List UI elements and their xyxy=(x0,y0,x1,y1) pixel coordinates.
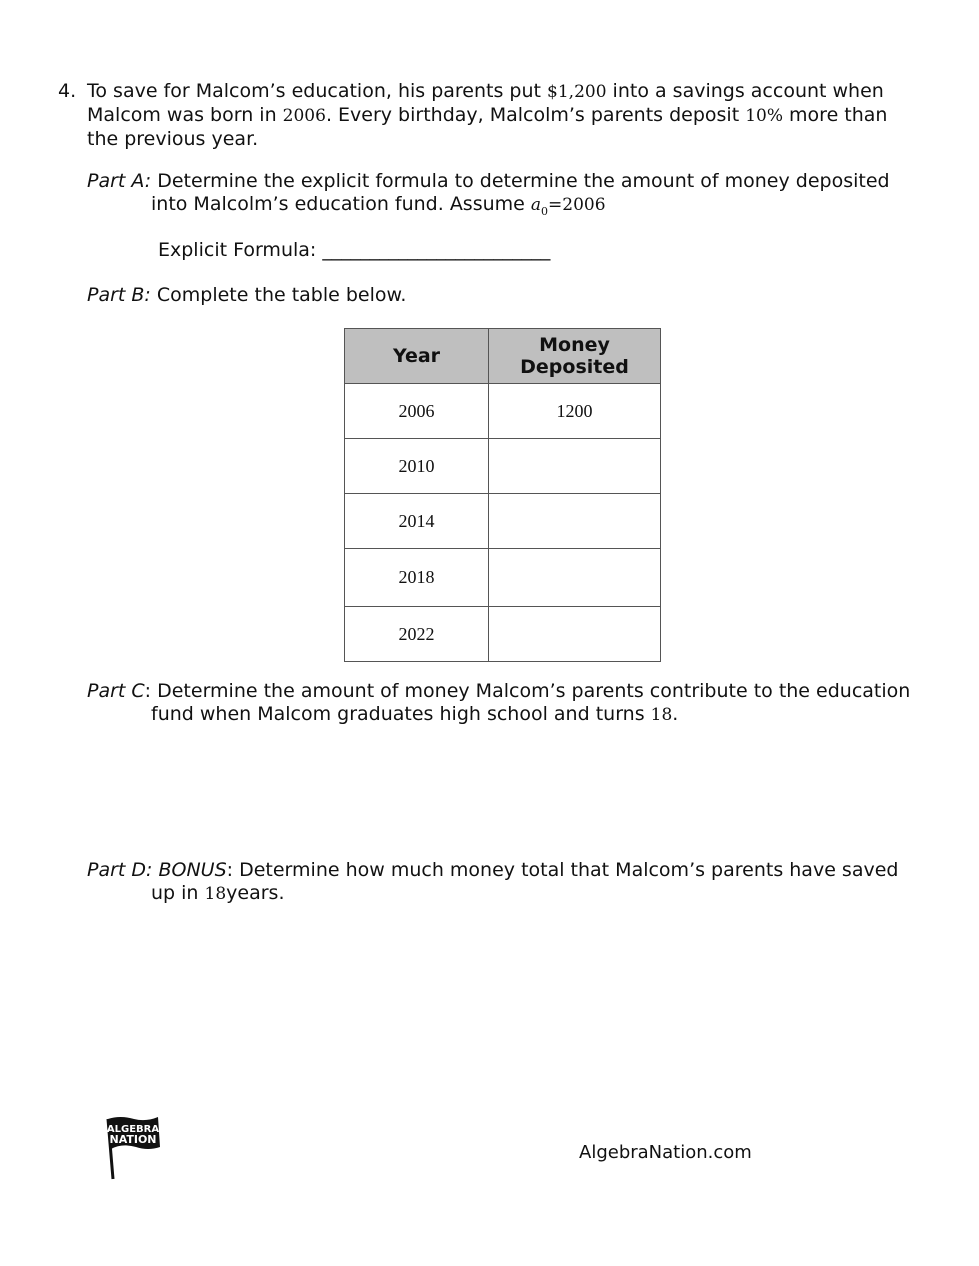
problem-statement: To save for Malcom’s education, his parents put $1,200 into a savings account when Malcom was born in 2006. Every birthday, Malcolm’s parents deposit 10% more than the previous year. xyxy=(87,80,888,150)
explicit-formula-blank[interactable]: ________________________ xyxy=(322,239,551,261)
problem-number: 4. xyxy=(58,80,77,102)
explicit-formula-label: Explicit Formula: xyxy=(158,239,323,261)
year-cell: 2006 xyxy=(345,384,489,439)
year-cell: 2014 xyxy=(345,494,489,549)
year-header: Year xyxy=(345,329,489,384)
part-b-label: Part B: xyxy=(87,284,151,306)
deposit-table xyxy=(344,328,661,662)
money-cell[interactable]: 1200 xyxy=(489,384,661,439)
table-row xyxy=(345,607,661,662)
money-cell[interactable] xyxy=(489,494,661,549)
table-row xyxy=(345,439,661,494)
part-c: Part C: Determine the amount of money Malcom’s parents contribute to the education fund when Malcom graduates high school and turns 18. xyxy=(87,680,911,725)
part-d: Part D: BONUS: Determine how much money total that Malcom’s parents have saved up in 18years. xyxy=(87,859,899,904)
money-cell[interactable] xyxy=(489,439,661,494)
part-c-label: Part C xyxy=(87,680,145,702)
logo-line2: NATION xyxy=(109,1133,157,1146)
table-header-row xyxy=(345,329,661,384)
part-b: Part B: Complete the table below. xyxy=(87,284,407,306)
part-a: Part A: Determine the explicit formula to determine the amount of money deposited into Malcolm’s education fund. Assume $a_0=2006$ xyxy=(87,170,890,218)
explicit-formula-line xyxy=(158,239,550,261)
table-row xyxy=(345,549,661,607)
site-url: AlgebraNation.com xyxy=(579,1142,752,1163)
money-header: Money Deposited xyxy=(489,329,661,384)
year-cell: 2022 xyxy=(345,607,489,662)
year-cell: 2018 xyxy=(345,549,489,607)
table-row xyxy=(345,384,661,439)
year-cell: 2010 xyxy=(345,439,489,494)
table-row xyxy=(345,494,661,549)
part-a-label: Part A: xyxy=(87,170,152,192)
problem-4 xyxy=(58,80,918,151)
money-cell[interactable] xyxy=(489,607,661,662)
algebra-nation-logo xyxy=(100,1113,162,1181)
part-d-label: Part D: BONUS xyxy=(87,859,227,881)
money-cell[interactable] xyxy=(489,549,661,607)
logo-line1: ALGEBRA xyxy=(106,1124,160,1135)
